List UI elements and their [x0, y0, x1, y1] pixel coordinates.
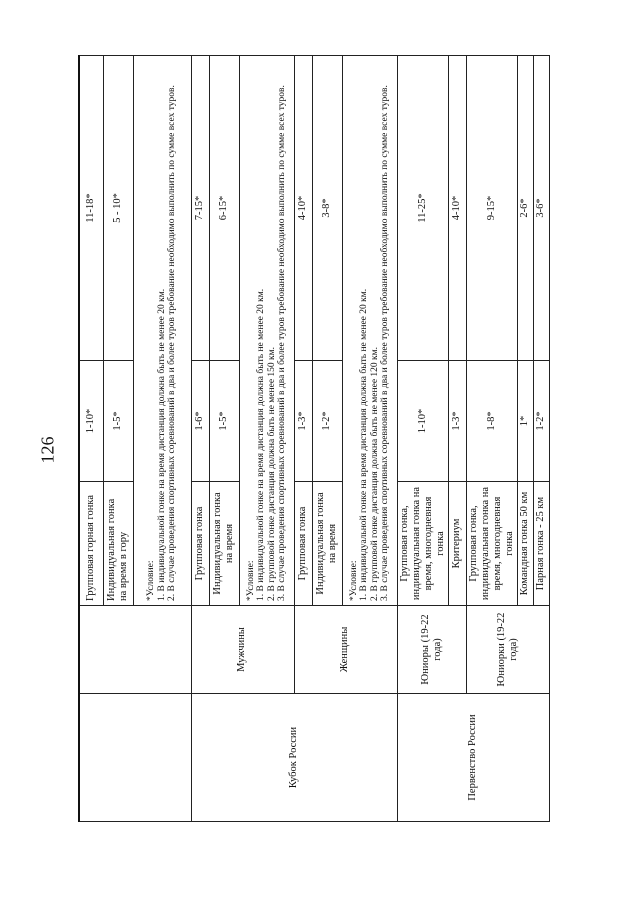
competition-cell: Первенство России	[397, 694, 550, 822]
place-range-cell: 1-2*	[312, 361, 342, 482]
discipline-cell: Индивидуальная гонка на время в гору	[103, 482, 133, 606]
note-line: 2. В групповой гонке дистанция должна быть не менее 150 км.	[266, 346, 277, 601]
place-range-cell: 1-3*	[448, 361, 466, 482]
place-range-cell: 1-10*	[79, 361, 103, 482]
note-line: 1. В индивидуальной гонке на время дистанция должна быть не менее 20 км.	[256, 288, 267, 601]
note-line: *Условие:	[245, 560, 256, 601]
competition-cell: Кубок России	[191, 694, 397, 822]
place-range-cell: 11-25*	[397, 56, 448, 361]
place-range-cell: 7-15*	[191, 56, 209, 361]
note-line: *Условие:	[146, 560, 157, 601]
discipline-cell: Групповая гонка, индивидуальная гонка на время, многодневная гонка	[466, 482, 517, 606]
discipline-cell: Парная гонка - 25 км	[534, 482, 550, 606]
place-range-cell: 6-15*	[209, 56, 239, 361]
place-range-cell: 1-10*	[397, 361, 448, 482]
place-range-cell: 1*	[518, 361, 534, 482]
note-line: 1. В индивидуальной гонке на время дистанция должна быть не менее 20 км.	[359, 288, 370, 601]
group-cell: Юниоры (19-22 года)	[397, 606, 466, 694]
discipline-cell: Командная гонка 50 км	[518, 482, 534, 606]
place-range-cell: 1-2*	[534, 361, 550, 482]
place-range-cell: 3-8*	[312, 56, 342, 361]
place-range-cell: 1-5*	[209, 361, 239, 482]
condition-note	[133, 56, 191, 606]
group-cell: Женщины	[294, 606, 397, 694]
place-range-cell: 1-3*	[294, 361, 312, 482]
condition-note	[239, 56, 294, 606]
place-range-cell: 2-6*	[518, 56, 534, 361]
note-line: *Условие:	[348, 560, 359, 601]
place-range-cell: 11-18*	[79, 56, 103, 361]
discipline-cell: Критериум	[448, 482, 466, 606]
table-row	[397, 56, 448, 822]
discipline-cell: Групповая гонка	[294, 482, 312, 606]
note-line: 2. В групповой гонке дистанция должна быть не менее 120 км.	[369, 346, 380, 601]
discipline-cell: Индивидуальная гонка на время	[209, 482, 239, 606]
group-cell: Юниорки (19-22 года)	[466, 606, 549, 694]
table-row	[79, 56, 103, 822]
place-range-cell: 3-6*	[534, 56, 550, 361]
discipline-cell: Индивидуальная гонка на время	[312, 482, 342, 606]
place-range-cell: 4-10*	[448, 56, 466, 361]
place-range-cell: 9-15*	[466, 56, 517, 361]
group-cell: Мужчины	[191, 606, 294, 694]
place-range-cell: 1-8*	[466, 361, 517, 482]
sports-category-table	[78, 55, 550, 822]
discipline-cell: Групповая горная гонка	[79, 482, 103, 606]
discipline-cell: Групповая гонка, индивидуальная гонка на время, многодневная гонка	[397, 482, 448, 606]
competition-cell-empty	[79, 694, 191, 822]
page-number: 126	[37, 436, 58, 464]
rotated-table-container	[78, 56, 547, 822]
condition-note	[342, 56, 397, 606]
note-line: 3. В случае проведения спортивных соревнований в два и более туров требование необходимо выполнить по сумме всех туров.	[379, 85, 390, 601]
table-row	[191, 56, 209, 822]
note-line: 1. В индивидуальной гонке на время дистанция должна быть не менее 20 км.	[156, 288, 167, 601]
discipline-cell: Групповая гонка	[191, 482, 209, 606]
place-range-cell: 5 - 10*	[103, 56, 133, 361]
place-range-cell: 4-10*	[294, 56, 312, 361]
note-line: 2. В случае проведения спортивных соревнований в два и более туров требование необходимо выполнить по сумме всех туров.	[167, 85, 178, 601]
note-line: 3. В случае проведения спортивных соревнований в два и более туров требование необходимо выполнить по сумме всех туров.	[276, 85, 287, 601]
place-range-cell: 1-5*	[103, 361, 133, 482]
group-cell-empty	[79, 606, 191, 694]
place-range-cell: 1-6*	[191, 361, 209, 482]
